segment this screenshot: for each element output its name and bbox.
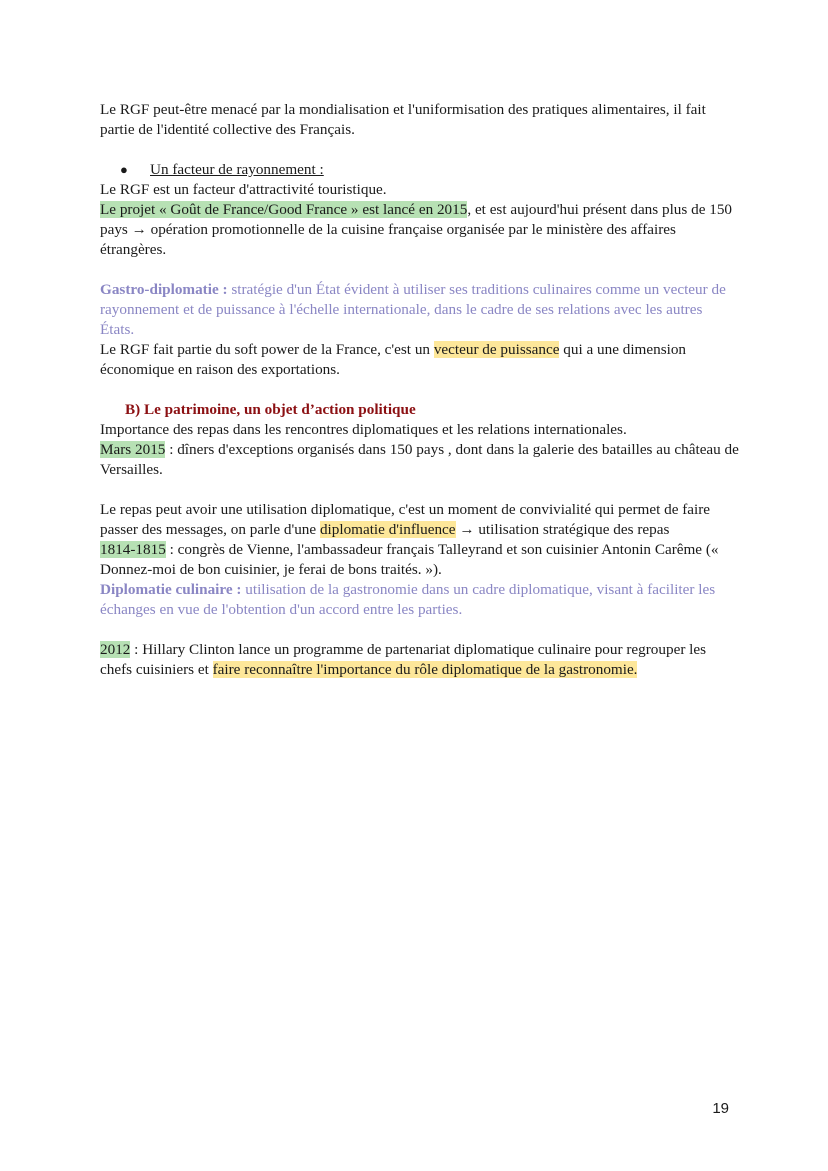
- bullet-label: Un facteur de rayonnement :: [150, 161, 324, 178]
- paragraph-congres-vienne: [100, 540, 740, 580]
- text-repas-after: → utilisation stratégique des repas: [455, 521, 670, 538]
- spacer: [100, 380, 740, 400]
- highlight-2012: 2012: [100, 641, 131, 658]
- bullet-icon: ●: [120, 162, 128, 177]
- text-projet-rest: , et est aujourd'hui présent dans plus de 150 pays → opération promotionnelle de la cuisine française organisée par le ministère des affaires étrangères.: [100, 201, 733, 258]
- definition-diplomatie-culinaire: [100, 580, 740, 620]
- paragraph-hillary-clinton: [100, 640, 740, 680]
- definition-term: Gastro-diplomatie :: [100, 281, 228, 298]
- paragraph-attractivite: Le RGF est un facteur d'attractivité touristique.: [100, 181, 387, 198]
- paragraph-soft-power: [100, 340, 740, 380]
- text-clinton-middle: : Hillary Clinton lance un programme de partenariat diplomatique culinaire pour regrouper les chefs cuisiniers et: [100, 641, 707, 678]
- spacer: [100, 140, 740, 160]
- highlight-projet: Le projet « Goût de France/Good France » est lancé en 2015: [100, 201, 468, 218]
- bullet-item: [100, 160, 740, 180]
- paragraph-gout-de-france: [100, 200, 740, 260]
- paragraph-repas-diplomatique: [100, 500, 740, 540]
- definition-text: utilisation de la gastronomie dans un cadre diplomatique, visant à faciliter les échanges en vue de l'obtention d'un accord entre les parties.: [100, 581, 716, 618]
- text-soft-power-before: Le RGF fait partie du soft power de la France, c'est un: [100, 341, 434, 358]
- definition-term: Diplomatie culinaire :: [100, 581, 242, 598]
- text-mars-2015-rest: : dîners d'exceptions organisés dans 150 pays , dont dans la galerie des batailles au château de Versailles.: [100, 441, 739, 478]
- paragraph-rgf-menace: Le RGF peut-être menacé par la mondialisation et l'uniformisation des pratiques alimentaires, il fait partie de l'identité collective des Français.: [100, 101, 706, 138]
- page-content: [100, 100, 740, 680]
- highlight-diplomatie-influence: diplomatie d'influence: [319, 521, 456, 538]
- spacer: [100, 480, 740, 500]
- highlight-vecteur-puissance: vecteur de puissance: [433, 341, 560, 358]
- highlight-1814-1815: 1814-1815: [100, 541, 166, 558]
- page-number: 19: [712, 1100, 729, 1117]
- section-heading-b: B) Le patrimoine, un objet d’action politique: [125, 401, 416, 418]
- highlight-mars-2015: Mars 2015: [100, 441, 166, 458]
- spacer: [100, 620, 740, 640]
- paragraph-mars-2015: [100, 440, 740, 480]
- definition-text: stratégie d'un État évident à utiliser ses traditions culinaires comme un vecteur de rayonnement et de puissance à l'échelle internationale, dans le cadre de ses relations avec les autres États.: [100, 281, 726, 338]
- paragraph-importance-repas: Importance des repas dans les rencontres diplomatiques et les relations internationales.: [100, 421, 627, 438]
- text-congres-rest: : congrès de Vienne, l'ambassadeur français Talleyrand et son cuisinier Antonin Carême (« Donnez-moi de bon cuisinier, je ferai de bons traités. »).: [100, 541, 719, 578]
- highlight-reconnaitre: faire reconnaître l'importance du rôle diplomatique de la gastronomie.: [212, 661, 638, 678]
- definition-gastro-diplomatie: [100, 280, 740, 340]
- spacer: [100, 260, 740, 280]
- text-repas-before: Le repas peut avoir une utilisation diplomatique, c'est un moment de convivialité qui permet de faire passer des messages, on parle d'une: [100, 501, 711, 538]
- text-soft-power-after: qui a une dimension économique en raison des exportations.: [100, 341, 687, 378]
